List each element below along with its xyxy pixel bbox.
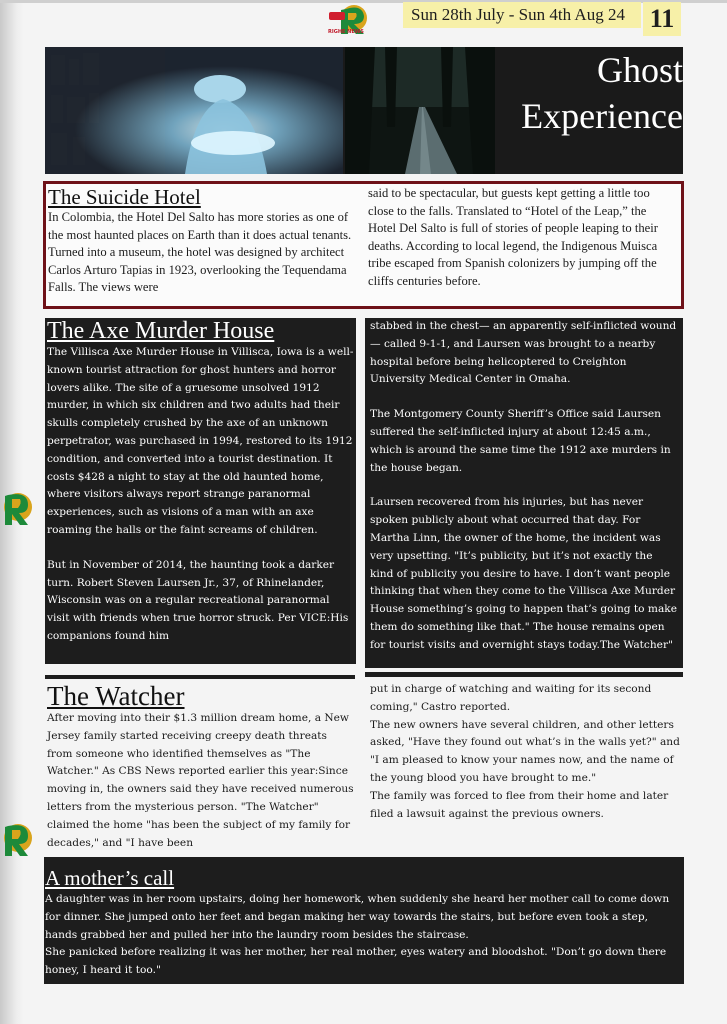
suicide-hotel-left-column (48, 185, 360, 297)
axe-murder-left-column (47, 318, 355, 646)
suicide-hotel-right-column (368, 185, 676, 291)
svg-text:RIGHE NEWS: RIGHE NEWS (328, 29, 364, 35)
mothers-call-para2: She panicked before realizing it was her mother, her real mother, eyes watery and bloodshot. "Don’t go down there honey, I heard it too." (45, 946, 667, 977)
axe-murder-right-para1: stabbed in the chest— an apparently self-inflicted wound— called 9-1-1, and Laursen was brought to a nearby hospital before being helicoptered to Creighton University Medical Center in Omaha. (370, 320, 677, 386)
suicide-hotel-title: The Suicide Hotel (48, 185, 201, 209)
side-logo-top (0, 487, 34, 527)
issue-date-range: Sun 28th July - Sun 4th Aug 24 (403, 2, 641, 28)
suicide-hotel-left-text: In Colombia, the Hotel Del Salto has more stories as one of the most haunted places on Earth than it does actual tenants. Turned into a museum, the hotel was designed by architect Carlos Arturo Tapias in 1923, overlooking the Tequendama Falls. The views were (48, 210, 352, 295)
axe-murder-left-para2: But in November of 2014, the haunting took a darker turn. Robert Steven Laursen Jr., 37, of Rhinelander, Wisconsin was on a regular recreational paranormal visit with friends when true horror struck. Per VICE:His companions found him (47, 558, 349, 642)
axe-murder-left-para1: The Villisca Axe Murder House in Villisca, Iowa is a well-known tourist attraction for ghost hunters and horror lovers alike. The site of a gruesome unsolved 1912 murder, in which six children and two adults had their skulls completely crushed by the axe of an unknown perpetrator, was purchased in 1994, restored to its 1912 condition, and converted into a tourist destination. It costs $428 a night to stay at the old haunted home, where visitors always report strange paranormal experiences, such as visions of a man with an axe roaming the halls or the faint screams of children. (47, 346, 354, 536)
watcher-left-column (47, 710, 355, 852)
axe-murder-right-para3: Laursen recovered from his injuries, but has never spoken publicly about what occurred that day. For Martha Linn, the owner of the home, the incident was very upsetting. "It’s publicity, but it’s not exactly the kind of publicity you desire to have. I don’t want people thinking that when they come to the Villisca Axe Murder House something’s going to happen that’s going to make them do something like that." The house remains open for tourist visits and overnight stays today.The Watcher" (370, 496, 677, 651)
suicide-hotel-section (43, 181, 684, 309)
dark-forest-road-image (345, 47, 495, 174)
axe-murder-right-column (370, 318, 678, 655)
watcher-rule-left (45, 675, 355, 679)
mothers-call-title: A mother’s call (45, 866, 175, 890)
side-logo-bottom (0, 818, 34, 858)
watcher-right-para2: The new owners have several children, and other letters asked, "Have they found out what’s in the walls yet?" and "I am pleased to know your names now, and the name of the young blood you have brought to me." (370, 718, 680, 784)
watcher-rule-right (365, 672, 683, 677)
watcher-right-para3: The family was forced to flee from their home and later filed a lawsuit against the previous owners. (370, 789, 669, 820)
watcher-right-para1: put in charge of watching and waiting for its second coming," Castro reported. (370, 683, 652, 713)
mothers-call-para1: A daughter was in her room upstairs, doing her homework, when suddenly she heard her mother call to come down for dinner. She jumped onto her feet and began making her way towards the stairs, but before even took a step, hands grabbed her and pulled her into the laundry room besides the staircase. (45, 893, 670, 941)
watcher-left-text: After moving into their $1.3 million dream home, a New Jersey family started receiving creepy death threats from someone who identified themselves as "The Watcher." As CBS News reported earlier this year:Since moving in, the owners said they have received numerous letters from the mysterious person. "The Watcher" claimed the home "has been the subject of my family for decades," and "I have been (47, 712, 354, 849)
mothers-call-column (45, 865, 682, 980)
axe-murder-right-para2: The Montgomery County Sheriff’s Office said Laursen suffered the self-inflicted injury at about 12:45 a.m., which is around the same time the 1912 axe murders in the house began. (370, 408, 671, 474)
ghost-reader-image (45, 47, 343, 174)
feature-title-line1: Ghost (596, 50, 683, 90)
page-number: 11 (643, 2, 681, 36)
brand-logo (324, 2, 376, 36)
axe-murder-title: The Axe Murder House (47, 318, 275, 344)
suicide-hotel-right-text: said to be spectacular, but guests kept getting a little too close to the falls. Translated to “Hotel of the Leap,” the Hotel Del Salto is full of stories of people leaping to their deaths. According to local legend, the Indigenous Muisca tribe escaped from Spanish colonizers by jumping off the cliffs centuries before. (368, 186, 658, 288)
hero-banner (45, 47, 683, 174)
watcher-title: The Watcher (47, 681, 185, 711)
watcher-right-column (370, 681, 680, 823)
feature-title-line2: Experience (521, 96, 683, 136)
feature-title (497, 47, 683, 174)
